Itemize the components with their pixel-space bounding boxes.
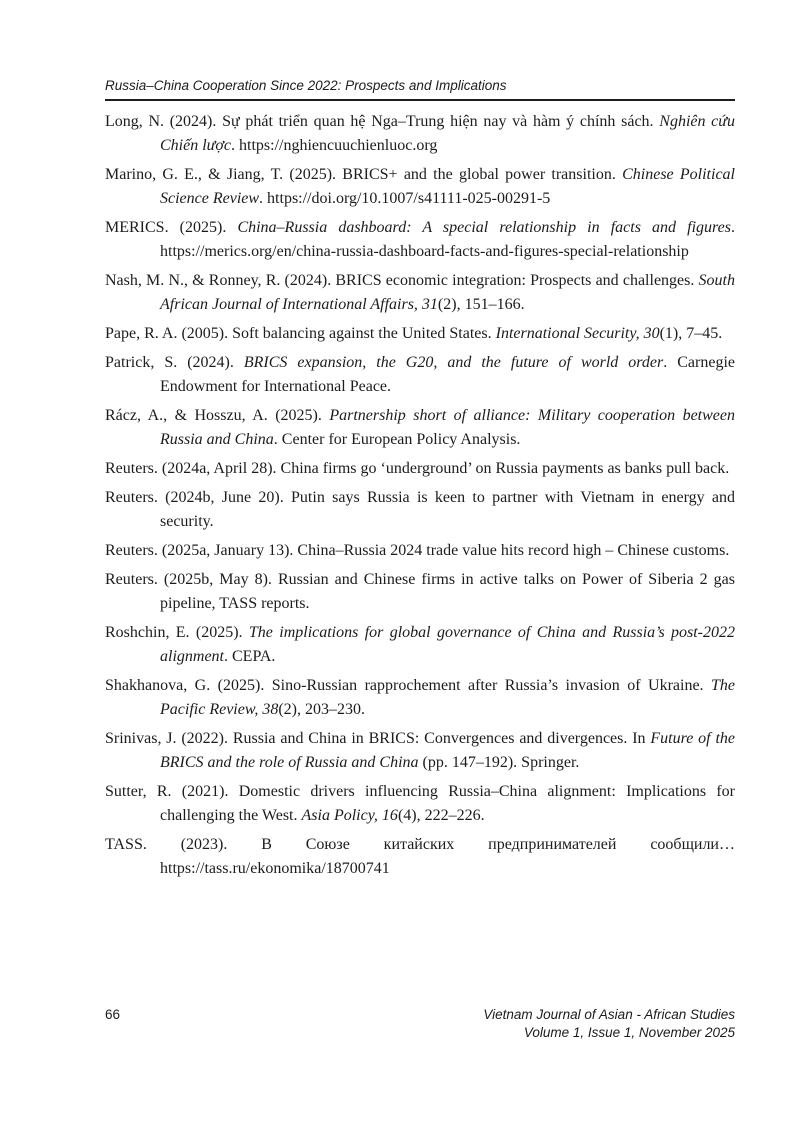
reference-entry (105, 539, 735, 563)
reference-text: Long, N. (2024). Sự phát triển quan hệ Nga–Trung hiện nay và hàm ý chính sách. (105, 113, 660, 130)
reference-italic-text: Partnership short of alliance: Military cooperation between Russia and China (160, 407, 735, 448)
reference-entry (105, 322, 735, 346)
page-footer (105, 1006, 735, 1042)
reference-entry (105, 351, 735, 399)
reference-entry (105, 568, 735, 616)
reference-italic-text: Nghiên cứu Chiến lược (160, 113, 736, 154)
reference-text: Patrick, S. (2024). (105, 354, 244, 371)
issue-info: Volume 1, Issue 1, November 2025 (523, 1025, 735, 1040)
reference-italic-text: Chinese Political Science Review (160, 166, 735, 207)
reference-text: . Center for European Policy Analysis. (273, 431, 521, 448)
reference-text: Rácz, A., & Hosszu, A. (2025). (105, 407, 330, 424)
reference-italic-text: The implications for global governance of China and Russia’s post-2022 alignment (160, 624, 736, 665)
reference-text: Reuters. (2025b, May 8). Russian and Chinese firms in active talks on Power of Siberia 2 gas pipeline, TASS reports. (105, 571, 735, 612)
journal-name: Vietnam Journal of Asian - African Studies (483, 1007, 735, 1022)
reference-italic-text: International Security, 30 (495, 325, 660, 342)
reference-text: MERICS. (2025). (105, 219, 238, 236)
reference-text: . CEPA. (224, 648, 276, 665)
reference-entry (105, 486, 735, 534)
running-title: Russia–China Cooperation Since 2022: Prospects and Implications (105, 78, 507, 93)
reference-italic-text: Asia Policy, 16 (301, 807, 398, 824)
reference-entry (105, 110, 735, 158)
reference-text: (4), 222–226. (397, 807, 485, 824)
reference-text: . https://merics.org/en/china-russia-dashboard-facts-and-figures-special-relationship (160, 219, 735, 260)
reference-text: Shakhanova, G. (2025). Sino-Russian rapprochement after Russia’s invasion of Ukraine. (105, 677, 711, 694)
reference-text: Reuters. (2025a, January 13). China–Russia 2024 trade value hits record high – Chinese customs. (105, 542, 730, 559)
reference-text: Srinivas, J. (2022). Russia and China in BRICS: Convergences and divergences. In (105, 730, 651, 747)
reference-entry (105, 457, 735, 481)
reference-entry (105, 216, 735, 264)
reference-text: (pp. 147–192). Springer. (418, 754, 580, 771)
reference-text: Pape, R. A. (2005). Soft balancing against the United States. (105, 325, 496, 342)
reference-text: (2), 151–166. (437, 296, 525, 313)
reference-text: Reuters. (2024a, April 28). China firms go ‘underground’ on Russia payments as banks pull back. (105, 460, 730, 477)
reference-text: . Carnegie Endowment for International Peace. (160, 354, 736, 395)
reference-entry (105, 621, 735, 669)
reference-text: (1), 7–45. (659, 325, 723, 342)
reference-entry (105, 269, 735, 317)
reference-entry (105, 727, 735, 775)
reference-text: Sutter, R. (2021). Domestic drivers influencing Russia–China alignment: Implications for challenging the West. (105, 783, 735, 824)
page-header (105, 78, 735, 101)
reference-text: Roshchin, E. (2025). (105, 624, 249, 641)
reference-text: Reuters. (2024b, June 20). Putin says Russia is keen to partner with Vietnam in energy and security. (105, 489, 735, 530)
reference-italic-text: Future of the BRICS and the role of Russia and China (160, 730, 735, 771)
reference-entry (105, 780, 735, 828)
journal-info (483, 1006, 735, 1042)
reference-text: Marino, G. E., & Jiang, T. (2025). BRICS+ and the global power transition. (105, 166, 623, 183)
reference-entry (105, 404, 735, 452)
reference-italic-text: BRICS expansion, the G20, and the future of world order (243, 354, 664, 371)
reference-text: (2), 203–230. (278, 701, 365, 718)
reference-text: Nash, M. N., & Ronney, R. (2024). BRICS economic integration: Prospects and challenges. (105, 272, 699, 289)
reference-italic-text: China–Russia dashboard: A special relationship in facts and figures (237, 219, 731, 236)
reference-list (105, 110, 735, 886)
reference-text: TASS. (2023). В Союзе китайских предпринимателей сообщили… https://tass.ru/ekonomika/18700741 (105, 836, 735, 877)
reference-text: . https://nghiencuuchienluoc.org (231, 137, 438, 154)
reference-text: . https://doi.org/10.1007/s41111-025-00291-5 (259, 190, 551, 207)
reference-italic-text: South African Journal of International Affairs, 31 (160, 272, 735, 313)
reference-italic-text: The Pacific Review, 38 (160, 677, 735, 718)
reference-entry (105, 833, 735, 881)
reference-entry (105, 163, 735, 211)
reference-entry (105, 674, 735, 722)
page-number: 66 (105, 1007, 121, 1022)
